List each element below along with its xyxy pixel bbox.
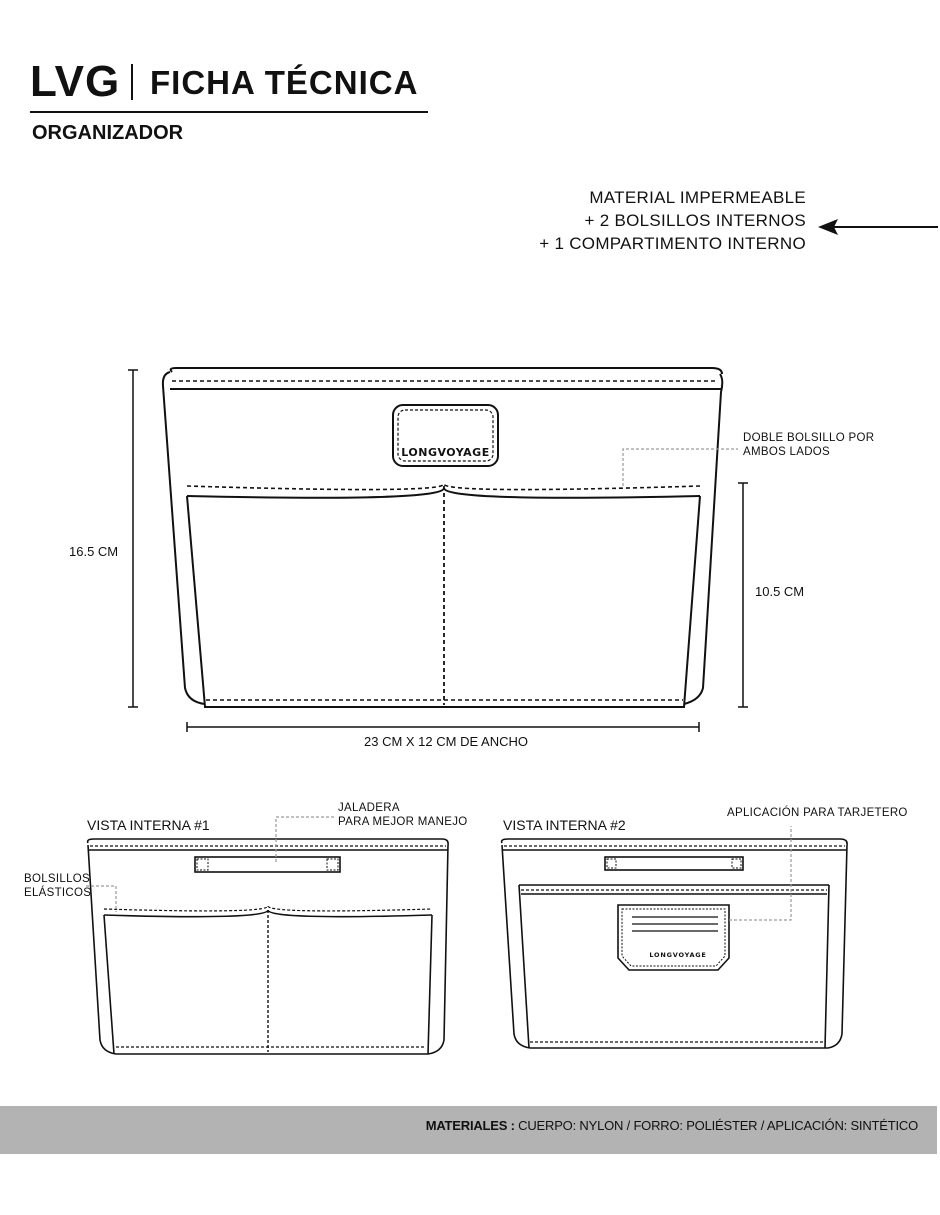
callout-line-text: PARA MEJOR MANEJO [338,816,468,828]
width-dimension [187,722,699,732]
page-title: FICHA TÉCNICA [150,64,419,101]
feature-item: + 1 COMPARTIMENTO INTERNO [539,234,806,253]
elastic-pockets-callout-label [24,872,91,900]
feature-item: + 2 BOLSILLOS INTERNOS [584,211,806,230]
pocket-callout-label [743,431,874,459]
interior-view-2-title: VISTA INTERNA #2 [503,817,626,833]
product-name: ORGANIZADOR [32,122,184,144]
interior-view-2-drawing [502,839,848,1048]
callout-line-text: AMBOS LADOS [743,446,831,458]
interior-view-1-title: VISTA INTERNA #1 [87,817,210,833]
card-badge-label: LONGVOYAGE [649,951,707,959]
callout-line-text: BOLSILLOS [24,873,90,885]
materials-value: CUERPO: NYLON / FORRO: POLIÉSTER / APLICACIÓN: SINTÉTICO [514,1118,918,1133]
feature-item: MATERIAL IMPERMEABLE [589,188,806,207]
pocket-callout-line [623,449,738,486]
main-organizer-drawing [163,368,722,707]
callout-line-text: JALADERA [338,802,400,814]
materials-label: MATERIALES : [425,1118,515,1133]
pocket-height-label: 10.5 CM [755,584,805,599]
callout-line-text: DOBLE BOLSILLO POR [743,432,875,444]
feature-arrow-icon [818,219,938,235]
height-dimension [128,370,138,707]
card-callout-label: APLICACIÓN PARA TARJETERO [727,807,908,819]
handle-callout-label [338,801,468,829]
pocket-height-dimension [738,483,748,707]
main-badge-label: LONGVOYAGE [401,446,490,459]
brand-logo: LVG [30,57,121,106]
card-callout-line [729,826,791,920]
width-label: 23 CM X 12 CM DE ANCHO [364,734,528,749]
height-label: 16.5 CM [69,544,119,559]
materials-info [426,1117,918,1135]
callout-line-text: ELÁSTICOS [24,887,92,899]
interior-view-1-drawing [88,839,449,1054]
